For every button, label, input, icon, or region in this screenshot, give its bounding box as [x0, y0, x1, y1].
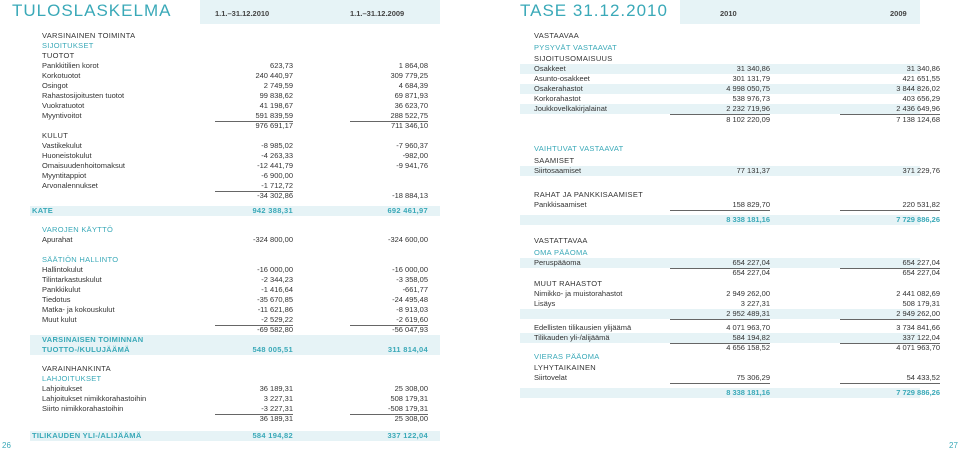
- row-label: PYSYVÄT VASTAAVAT: [534, 43, 618, 52]
- value-2010: 942 388,31: [252, 206, 293, 215]
- value-2009: 3 734 841,66: [896, 323, 940, 332]
- value-2010: 4 071 963,70: [726, 323, 770, 332]
- row-label: Korkotuotot: [42, 71, 81, 80]
- value-2009: -2 619,60: [350, 315, 428, 326]
- value-2010: 36 189,31: [259, 414, 293, 423]
- statement-row: [480, 84, 960, 94]
- row-label: Peruspääoma: [534, 258, 581, 267]
- value-2010: 8 338 181,16: [726, 388, 770, 397]
- value-2009: 31 340,86: [906, 64, 940, 73]
- value-2009: 4 071 963,70: [896, 343, 940, 352]
- value-2009: -16 000,00: [392, 265, 428, 274]
- statement-row: [480, 31, 960, 41]
- statement-row: [480, 74, 960, 84]
- statement-row: [0, 206, 480, 216]
- statement-row: [480, 279, 960, 289]
- statement-row: [480, 363, 960, 373]
- row-label: Matka- ja kokouskulut: [42, 305, 115, 314]
- statement-row: [0, 51, 480, 61]
- balance-sheet-page: [480, 0, 960, 452]
- value-2009: 337 122,04: [387, 431, 428, 440]
- statement-row: [0, 374, 480, 384]
- value-2009: 2 949 262,00: [840, 309, 940, 320]
- statement-row: [0, 394, 480, 404]
- value-2009: 36 623,70: [394, 101, 428, 110]
- value-2009: 7 138 124,68: [896, 115, 940, 124]
- statement-row: [480, 166, 960, 176]
- subtotal-row: [0, 121, 480, 131]
- statement-row: [0, 111, 480, 121]
- header-band: [680, 0, 920, 24]
- value-2010: 623,73: [270, 61, 293, 70]
- value-2010: -4 263,33: [261, 151, 293, 160]
- row-label: Arvonalennukset: [42, 181, 98, 190]
- row-label: Tiedotus: [42, 295, 71, 304]
- statement-row: [0, 315, 480, 325]
- statement-row: [480, 104, 960, 114]
- row-label: Huoneistokulut: [42, 151, 92, 160]
- statement-row: [0, 171, 480, 181]
- value-2010: 99 838,62: [259, 91, 293, 100]
- value-2010: 584 194,82: [252, 431, 293, 440]
- value-2009: 309 779,25: [390, 71, 428, 80]
- statement-row: [0, 285, 480, 295]
- row-label: VARSINAISEN TOIMINNAN: [42, 335, 144, 344]
- value-2010: 654 227,04: [732, 268, 770, 277]
- statement-row: [0, 225, 480, 235]
- value-2010: 3 227,31: [263, 394, 293, 403]
- statement-row: [480, 258, 960, 268]
- statement-row: [480, 156, 960, 166]
- value-2010: -2 344,23: [261, 275, 293, 284]
- value-2009: -3 358,05: [396, 275, 428, 284]
- value-2010: 2 949 262,00: [726, 289, 770, 298]
- row-label: Pankkikulut: [42, 285, 81, 294]
- statement-row: [0, 151, 480, 161]
- row-label: VARAINHANKINTA: [42, 364, 111, 373]
- statement-row: [480, 43, 960, 53]
- row-label: Lahjoitukset: [42, 384, 83, 393]
- row-label: Osingot: [42, 81, 68, 90]
- value-2010: 2 232 719,96: [670, 104, 770, 115]
- value-2010: 240 440,97: [255, 71, 293, 80]
- value-2009: 7 729 886,26: [896, 215, 940, 224]
- value-2009: -56 047,93: [392, 325, 428, 334]
- value-2010: 77 131,37: [736, 166, 770, 175]
- row-label: TILIKAUDEN YLI-/ALIJÄÄMÄ: [32, 431, 142, 440]
- page-title: TULOSLASKELMA: [12, 1, 172, 20]
- value-2009: 69 871,93: [394, 91, 428, 100]
- row-label: TUOTOT: [42, 51, 75, 60]
- subtotal-row: [480, 115, 960, 125]
- value-2010: 4 998 050,75: [726, 84, 770, 93]
- subtotal-row: [0, 325, 480, 335]
- value-2010: -11 621,86: [257, 305, 293, 314]
- statement-row: [0, 81, 480, 91]
- row-label: Muut kulut: [42, 315, 77, 324]
- value-2009: 311 814,04: [387, 345, 428, 354]
- row-label: Edellisten tilikausien ylijäämä: [534, 323, 632, 332]
- value-2010: 301 131,79: [732, 74, 770, 83]
- column-header-2010: 1.1.–31.12.2010: [215, 9, 270, 18]
- row-label: KULUT: [42, 131, 69, 140]
- row-label: Vuokratuotot: [42, 101, 85, 110]
- row-label: Nimikko- ja muistorahastot: [534, 289, 623, 298]
- value-2009: 7 729 886,26: [896, 388, 940, 397]
- column-header-2010: 2010: [720, 9, 737, 18]
- statement-row: [480, 333, 960, 343]
- subtotal-row: [0, 414, 480, 424]
- value-2010: 2 952 489,31: [670, 309, 770, 320]
- value-2009: -661,77: [402, 285, 428, 294]
- statement-row: [0, 41, 480, 51]
- row-label: Myyntivoitot: [42, 111, 82, 120]
- value-2010: 548 005,51: [252, 345, 293, 354]
- statement-row: [0, 131, 480, 141]
- value-2009: 288 522,75: [350, 111, 428, 122]
- statement-row: [480, 94, 960, 104]
- row-label: SIJOITUSOMAISUUS: [534, 54, 613, 63]
- statement-row: [480, 373, 960, 383]
- value-2009: -18 884,13: [392, 191, 428, 200]
- value-2009: -8 913,03: [396, 305, 428, 314]
- statement-row: [0, 364, 480, 374]
- row-label: MUUT RAHASTOT: [534, 279, 603, 288]
- row-label: VAROJEN KÄYTTÖ: [42, 225, 114, 234]
- row-label: Myyntitappiot: [42, 171, 87, 180]
- value-2010: 8 338 181,16: [726, 215, 770, 224]
- statement-row: [0, 101, 480, 111]
- statement-row: [0, 335, 480, 345]
- row-label: VASTAAVAA: [534, 31, 580, 40]
- column-header-2009: 1.1.–31.12.2009: [350, 9, 405, 18]
- row-label: Rahastosijoitusten tuotot: [42, 91, 125, 100]
- value-2009: 3 844 826,02: [896, 84, 940, 93]
- value-2009: 220 531,82: [840, 200, 940, 211]
- row-label: Pankkitilien korot: [42, 61, 99, 70]
- value-2009: 1 864,08: [398, 61, 428, 70]
- value-2010: 2 749,59: [263, 81, 293, 90]
- statement-row: [480, 236, 960, 246]
- row-label: TUOTTO-/KULUJÄÄMÄ: [42, 345, 130, 354]
- value-2010: 584 194,82: [670, 333, 770, 344]
- statement-row: [0, 161, 480, 171]
- value-2010: -8 985,02: [261, 141, 293, 150]
- statement-row: [480, 289, 960, 299]
- subtotal-row: [480, 215, 960, 225]
- row-label: Apurahat: [42, 235, 73, 244]
- row-label: Asunto-osakkeet: [534, 74, 590, 83]
- row-label: SIJOITUKSET: [42, 41, 94, 50]
- row-label: Hallintokulut: [42, 265, 83, 274]
- value-2009: 654 227,04: [902, 268, 940, 277]
- value-2010: 976 691,17: [255, 121, 293, 130]
- value-2009: -982,00: [402, 151, 428, 160]
- value-2009: 4 684,39: [398, 81, 428, 90]
- value-2010: -1 712,72: [215, 181, 293, 192]
- row-label: RAHAT JA PANKKISAAMISET: [534, 190, 644, 199]
- statement-row: [0, 431, 480, 441]
- subtotal-row: [480, 268, 960, 278]
- statement-row: [480, 190, 960, 200]
- row-label: KATE: [32, 206, 54, 215]
- column-header-2009: 2009: [890, 9, 907, 18]
- value-2010: -1 416,64: [261, 285, 293, 294]
- row-label: Lisäys: [534, 299, 556, 308]
- row-label: Siirto nimikkorahastoihin: [42, 404, 124, 413]
- statement-row: [480, 352, 960, 362]
- value-2009: -24 495,48: [392, 295, 428, 304]
- value-2010: -35 670,85: [257, 295, 293, 304]
- value-2010: 591 839,59: [215, 111, 293, 122]
- value-2009: 2 441 082,69: [896, 289, 940, 298]
- statement-row: [0, 31, 480, 41]
- row-label: LYHYTAIKAINEN: [534, 363, 596, 372]
- row-label: Joukkovelkakirjalainat: [534, 104, 607, 113]
- row-label: VAIHTUVAT VASTAAVAT: [534, 144, 624, 153]
- statement-row: [0, 91, 480, 101]
- value-2009: 421 651,55: [902, 74, 940, 83]
- statement-row: [0, 181, 480, 191]
- value-2010: -16 000,00: [257, 265, 293, 274]
- value-2010: 158 829,70: [670, 200, 770, 211]
- statement-row: [0, 345, 480, 355]
- value-2010: -324 800,00: [252, 235, 293, 244]
- value-2009: 2 436 649,96: [840, 104, 940, 115]
- value-2009: -324 600,00: [387, 235, 428, 244]
- statement-row: [480, 144, 960, 154]
- value-2010: -12 441,79: [257, 161, 293, 170]
- row-label: Osakerahastot: [534, 84, 583, 93]
- row-label: Tilintarkastuskulut: [42, 275, 102, 284]
- value-2009: 403 656,29: [902, 94, 940, 103]
- page-number: 26: [2, 441, 11, 450]
- value-2009: 54 433,52: [840, 373, 940, 384]
- value-2010: 3 227,31: [740, 299, 770, 308]
- statement-row: [0, 384, 480, 394]
- value-2010: 538 976,73: [732, 94, 770, 103]
- value-2009: 337 122,04: [840, 333, 940, 344]
- statement-row: [480, 248, 960, 258]
- statement-row: [0, 61, 480, 71]
- value-2010: 8 102 220,09: [726, 115, 770, 124]
- value-2010: 36 189,31: [259, 384, 293, 393]
- row-label: Siirtovelat: [534, 373, 567, 382]
- statement-row: [0, 404, 480, 414]
- statement-row: [480, 299, 960, 309]
- value-2010: -3 227,31: [215, 404, 293, 415]
- value-2010: -69 582,80: [257, 325, 293, 334]
- row-label: Osakkeet: [534, 64, 566, 73]
- subtotal-row: [480, 388, 960, 398]
- value-2009: 711 346,10: [391, 121, 428, 130]
- row-label: SAAMISET: [534, 156, 575, 165]
- row-label: Pankkisaamiset: [534, 200, 587, 209]
- row-label: SÄÄTIÖN HALLINTO: [42, 255, 119, 264]
- value-2009: -9 941,76: [396, 161, 428, 170]
- row-label: Korkorahastot: [534, 94, 581, 103]
- statement-row: [0, 295, 480, 305]
- statement-row: [0, 255, 480, 265]
- row-label: OMA PÄÄOMA: [534, 248, 588, 257]
- value-2009: 508 179,31: [902, 299, 940, 308]
- statement-row: [0, 275, 480, 285]
- statement-row: [480, 323, 960, 333]
- value-2010: 75 306,29: [670, 373, 770, 384]
- value-2010: 31 340,86: [736, 64, 770, 73]
- row-label: VASTATTAVAA: [534, 236, 588, 245]
- statement-row: [0, 235, 480, 245]
- page-number: 27: [949, 441, 958, 450]
- value-2010: 4 656 158,52: [726, 343, 770, 352]
- value-2009: 371 229,76: [902, 166, 940, 175]
- value-2010: 654 227,04: [670, 258, 770, 269]
- statement-row: [480, 54, 960, 64]
- subtotal-row: [480, 309, 960, 319]
- statement-row: [480, 64, 960, 74]
- statement-row: [480, 200, 960, 210]
- statement-row: [0, 71, 480, 81]
- statement-row: [0, 265, 480, 275]
- value-2009: -7 960,37: [396, 141, 428, 150]
- value-2010: 41 198,67: [259, 101, 293, 110]
- statement-row: [0, 305, 480, 315]
- value-2009: 654 227,04: [840, 258, 940, 269]
- row-label: Vastikekulut: [42, 141, 82, 150]
- row-label: VIERAS PÄÄOMA: [534, 352, 600, 361]
- row-label: LAHJOITUKSET: [42, 374, 102, 383]
- row-label: Omaisuudenhoitomaksut: [42, 161, 125, 170]
- value-2009: 25 308,00: [394, 414, 428, 423]
- value-2010: -2 529,22: [215, 315, 293, 326]
- statement-row: [0, 141, 480, 151]
- page-title: TASE 31.12.2010: [520, 1, 668, 20]
- value-2009: 25 308,00: [394, 384, 428, 393]
- value-2009: 692 461,97: [387, 206, 428, 215]
- value-2010: -34 302,86: [257, 191, 293, 200]
- value-2009: -508 179,31: [350, 404, 428, 415]
- value-2009: 508 179,31: [390, 394, 428, 403]
- row-label: Tilikauden yli-/alijäämä: [534, 333, 610, 342]
- value-2010: -6 900,00: [261, 171, 293, 180]
- row-label: Siirtosaamiset: [534, 166, 582, 175]
- subtotal-row: [0, 191, 480, 201]
- row-label: VARSINAINEN TOIMINTA: [42, 31, 136, 40]
- row-label: Lahjoitukset nimikkorahastoihin: [42, 394, 147, 403]
